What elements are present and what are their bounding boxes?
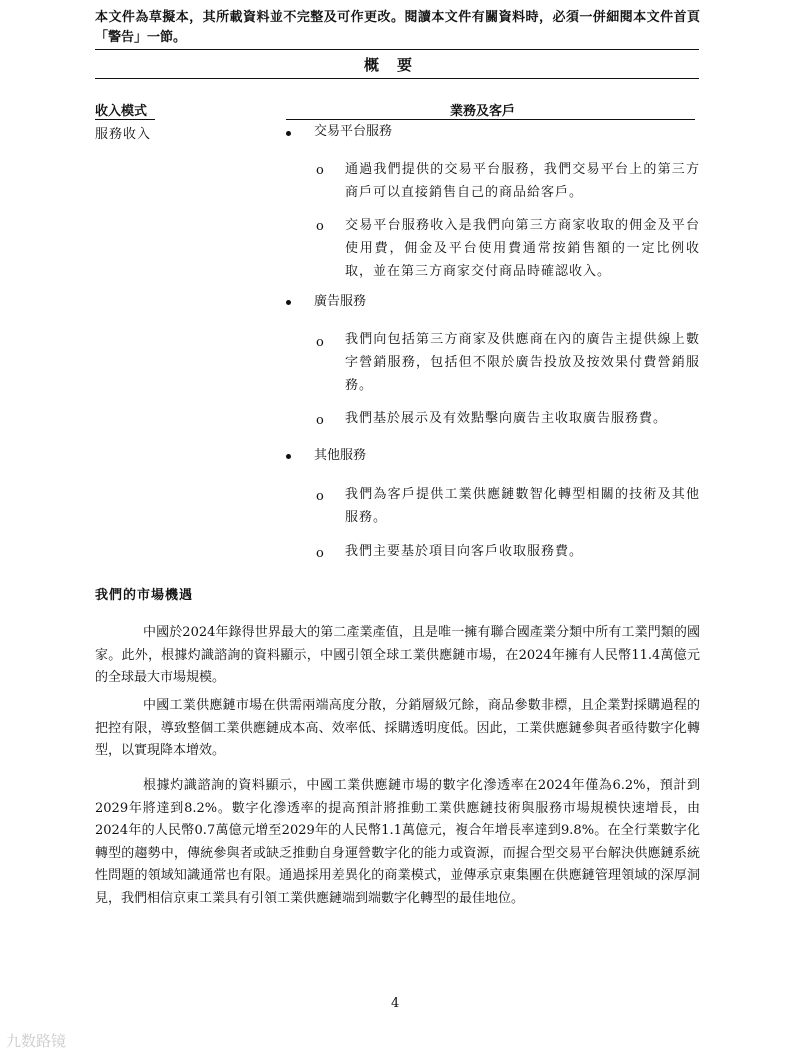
draft-disclaimer: 本文件為草擬本，其所載資料並不完整及可作更改。閱讀本文件有關資料時，必須一併細閱本文件首頁「警告」一節。 — [95, 10, 700, 45]
list-item: 我們為客戶提供工業供應鏈數智化轉型相關的技術及其他服務。 — [345, 487, 700, 525]
paragraph: 中國於2024年錄得世界最大的第二產業產值，且是唯一擁有聯合國產業分類中所有工業門類的國家。此外，根據灼識諮詢的資料顯示，中國引領全球工業供應鏈市場，在2024年擁有人民幣11.4萬億元的全球最大市場規模。 — [95, 625, 700, 685]
sub-bullet-marker: o — [316, 489, 324, 504]
list-item: 通過我們提供的交易平台服務，我們交易平台上的第三方商戶可以直接銷售自己的商品給客戶。 — [345, 162, 700, 200]
sub-bullet-marker: o — [316, 163, 324, 178]
sub-bullet-marker: o — [316, 546, 324, 561]
paragraph: 根據灼識諮詢的資料顯示，中國工業供應鏈市場的數字化滲透率在2024年僅為6.2%，預計到2029年將達到8.2%。數字化滲透率的提高預計將推動工業供應鏈技術與服務市場規模快速增長，由2024年的人民幣0.7萬億元增至2029年的人民幣1.1萬億元，複合年增長率達到9.8%。在全行業數字化轉型的趨勢中，傳統參與者或缺乏推動自身運營數字化的能力或資源，而握合型交易平台解決供應鏈系統性問題的領域知識通常也有限。通過採用差異化的商業模式，並傳承京東集團在供應鏈管理領域的深厚洞見，我們相信京東工業具有引領工業供應鏈端到端數字化轉型的最佳地位。 — [95, 778, 700, 906]
bullet-title-other-services: 其他服務 — [314, 448, 367, 463]
bullet-icon — [286, 454, 291, 459]
column-header-business-customers: 業務及客戶 — [450, 104, 516, 119]
list-item: 交易平台服務收入是我們向第三方商家收取的佣金及平台使用費，佣金及平台使用費通常按銷售額的一定比例收取，並在第三方商家交付商品時確認收入。 — [345, 218, 700, 279]
column-header-underline — [286, 119, 695, 120]
row-label-service-revenue: 服務收入 — [95, 127, 152, 142]
sub-bullet-marker: o — [316, 335, 324, 350]
sub-bullet-marker: o — [316, 413, 324, 428]
bullet-icon — [286, 300, 291, 305]
bullet-title-trading-platform: 交易平台服務 — [314, 124, 393, 139]
section-heading-market-opportunity: 我們的市場機遇 — [95, 588, 194, 603]
page-number: 4 — [391, 996, 400, 1011]
list-item: 我們主要基於項目向客戶收取服務費。 — [345, 544, 584, 559]
column-header-underline — [95, 119, 155, 120]
list-item: 我們向包括第三方商家及供應商在內的廣告主提供線上數字營銷服務，包括但不限於廣告投放及按效果付費營銷服務。 — [345, 332, 700, 393]
header-rule-bottom — [95, 78, 699, 79]
paragraph: 中國工業供應鏈市場在供需兩端高度分散，分銷層級冗餘，商品參數非標，且企業對採購過程的把控有限，導致整個工業供應鏈成本高、效率低、採購透明度低。因此，工業供應鏈參與者亟待數字化轉型，以實現降本增效。 — [95, 698, 700, 758]
list-item: 我們基於展示及有效點擊向廣告主收取廣告服務費。 — [345, 411, 668, 426]
bullet-title-advertising: 廣告服務 — [314, 294, 367, 309]
sub-bullet-marker: o — [316, 219, 324, 234]
section-title: 概要 — [363, 56, 430, 74]
column-header-revenue-model: 收入模式 — [95, 104, 148, 119]
header-rule-top — [95, 49, 699, 50]
bullet-icon — [286, 131, 291, 136]
watermark: 九数路镜 — [6, 1032, 67, 1050]
